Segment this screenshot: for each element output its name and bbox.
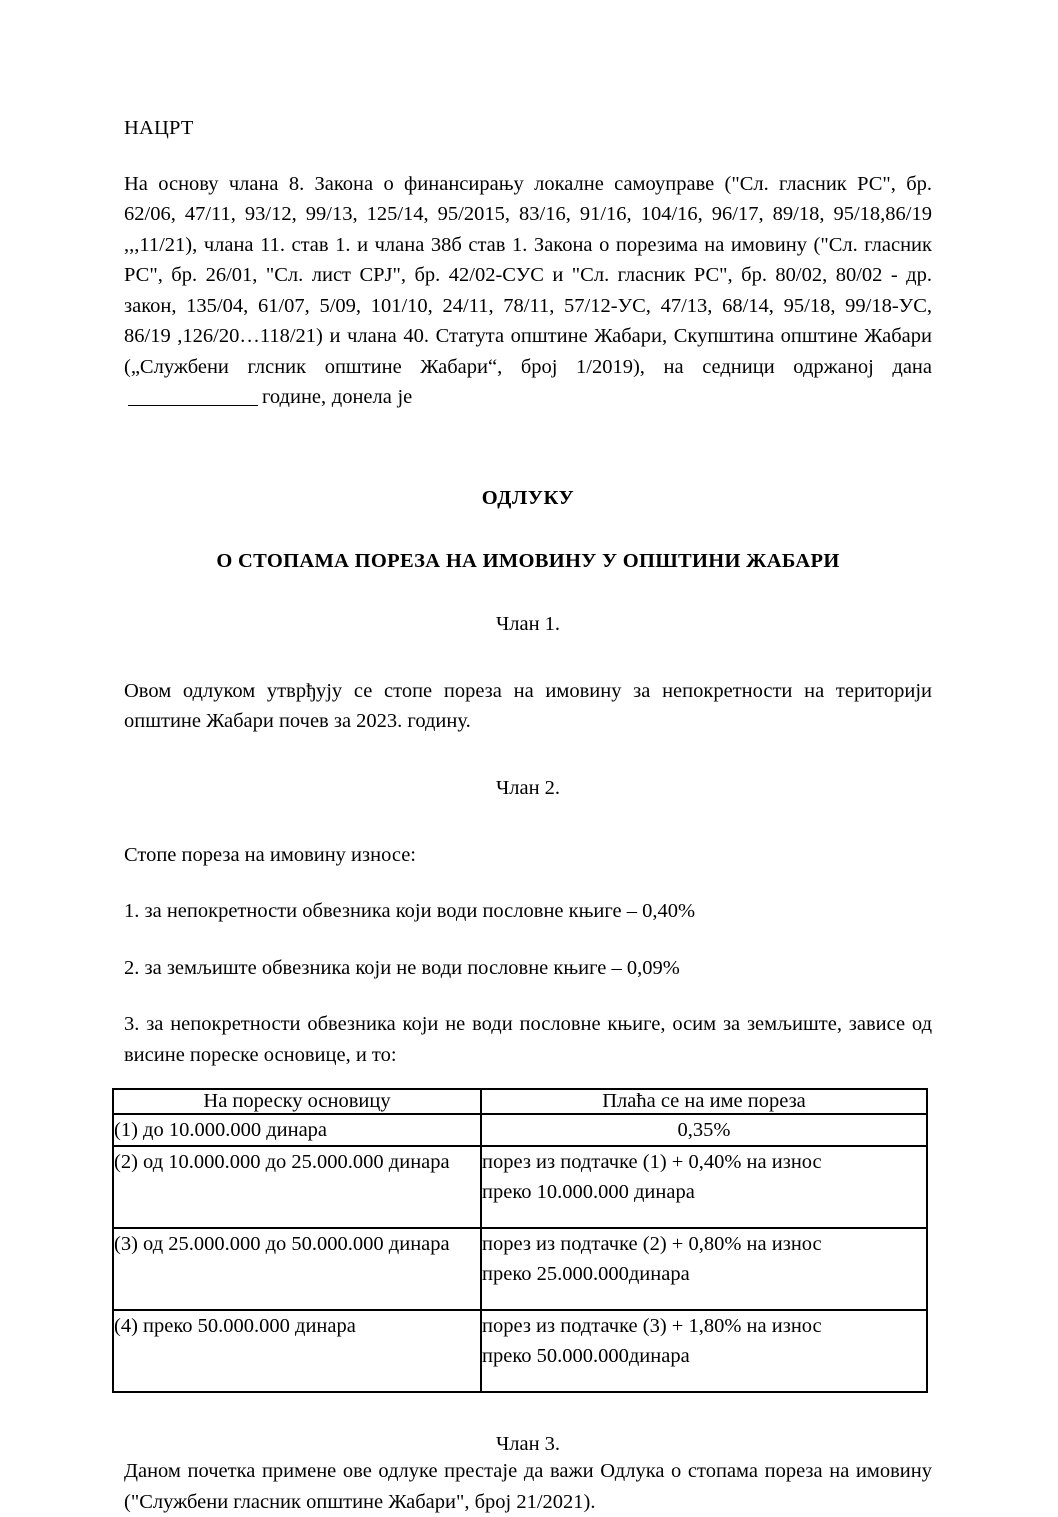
table-row	[113, 1310, 927, 1392]
table-cell-tax-line-2: преко 25.000.000динара	[482, 1263, 690, 1285]
table-cell-basis: (1) до 10.000.000 динара	[113, 1114, 481, 1146]
table-header-tax: Плаћа се на име пореза	[481, 1089, 927, 1114]
tax-rates-table	[112, 1088, 928, 1393]
document-body	[114, 117, 932, 1517]
table-cell-tax-line-1: порез из подтачке (2) + 0,80% на износ	[482, 1233, 822, 1255]
table-header-basis: На пореску основицу	[113, 1089, 481, 1114]
table-cell-tax	[481, 1114, 927, 1146]
table-cell-tax	[481, 1310, 927, 1392]
draft-label: НАЦРТ	[124, 117, 194, 139]
preamble-tail-text: године, донела је	[262, 386, 413, 408]
table-row	[113, 1228, 927, 1310]
decision-word: ОДЛУКУ	[481, 486, 575, 509]
table-row	[113, 1114, 927, 1146]
table-cell-tax	[481, 1146, 927, 1228]
table-cell-tax-line-2: преко 50.000.000динара	[482, 1345, 690, 1367]
article-3-heading: Члан 3.	[495, 1433, 561, 1455]
article-1-heading: Члан 1.	[495, 612, 561, 635]
article-2-item-1: 1. за непокретности обвезника који води пословне књиге – 0,40%	[124, 900, 696, 922]
table-cell-basis: (2) од 10.000.000 до 25.000.000 динара	[113, 1146, 481, 1228]
article-2-item-2: 2. за земљиште обвезника који не води пословне књиге – 0,09%	[124, 956, 680, 979]
table-cell-basis: (3) од 25.000.000 до 50.000.000 динара	[113, 1228, 481, 1310]
table-cell-basis: (4) преко 50.000.000 динара	[113, 1310, 481, 1392]
decision-title: О СТОПАМА ПОРЕЗА НА ИМОВИНУ У ОПШТИНИ ЖАБАРИ	[216, 549, 840, 572]
table-row	[113, 1146, 927, 1228]
table-cell-tax-line-1: порез из подтачке (3) + 1,80% на износ	[482, 1315, 822, 1337]
table-cell-tax-line-1: порез из подтачке (1) + 0,40% на износ	[482, 1151, 822, 1173]
table-cell-tax-line-1: 0,35%	[677, 1119, 731, 1141]
table-cell-tax-line-2: преко 10.000.000 динара	[482, 1181, 695, 1203]
table-cell-tax	[481, 1228, 927, 1310]
table-header-row	[113, 1089, 927, 1114]
article-2-item-3: 3. за непокретности обвезника који не води пословне књиге, осим за земљиште, зависе од висине пореске основице, и то:	[124, 1013, 932, 1066]
date-blank-field[interactable]	[128, 405, 258, 406]
article-2-heading: Члан 2.	[495, 776, 561, 799]
article-2-intro: Стопе пореза на имовину износе:	[124, 843, 417, 866]
article-1-text: Овом одлуком утврђују се стопе пореза на имовину за непокретности на територији општине Жабари почев за 2023. годину.	[124, 679, 932, 732]
preamble-text: На основу члана 8. Закона о финансирању локалне самоуправе ("Сл. гласник РС", бр. 62/06, 47/11, 93/12, 99/13, 125/14, 95/2015, 83/16, 91/16, 104/16, 96/17, 89/18, 95/18,86/19 ,,,11/21), члана 11. став 1. и члана 38б став 1. Закона о порезима на имовину ("Сл. гласник РС", бр. 26/01, "Сл. лист СРЈ", бр. 42/02-СУС и "Сл. гласник РС", бр. 80/02, 80/02 - др. закон, 135/04, 61/07, 5/09, 101/10, 24/11, 78/11, 57/12-УС, 47/13, 68/14, 95/18, 99/18-УС, 86/19 ,126/20…118/21) и члана 40. Статута општине Жабари, Скупштина општине Жабари („Службени глсник општине Жабари“, број 1/2019), на седници одржаној дана	[124, 172, 932, 378]
preamble-paragraph	[124, 169, 932, 413]
article-3-text: Даном почетка примене ове одлуке престаје да важи Одлука о стопама пореза на имовину ("Службени гласник општине Жабари", број 21/2021).	[124, 1460, 932, 1513]
